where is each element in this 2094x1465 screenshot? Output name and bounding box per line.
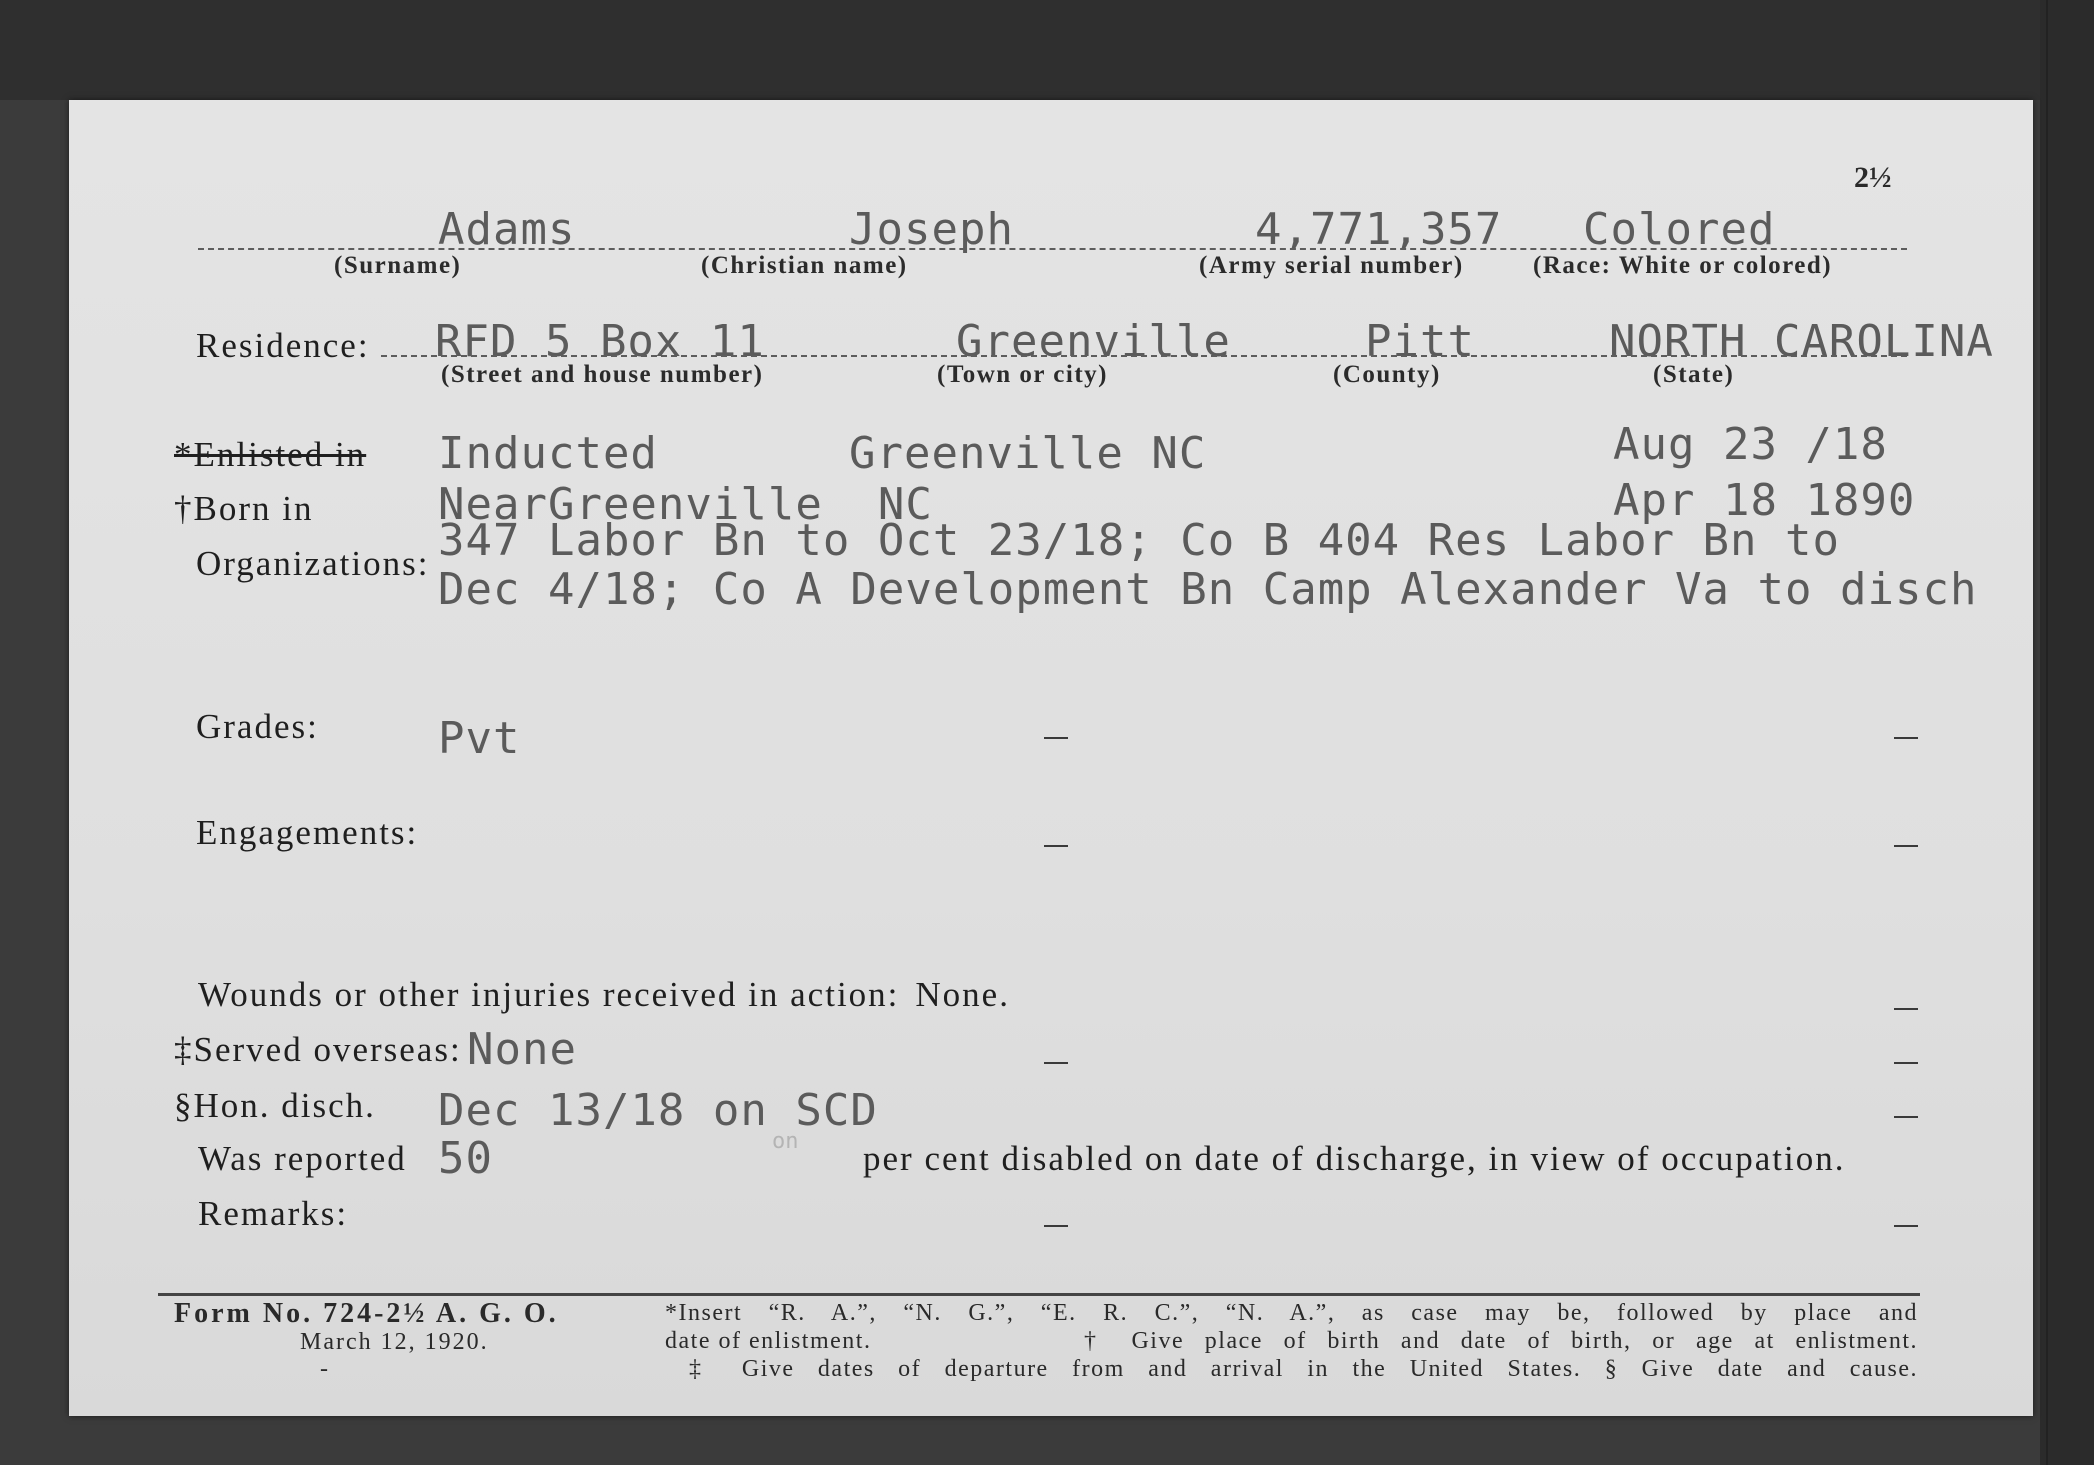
disability-percent-value: 50: [438, 1133, 493, 1184]
christian-name-caption: (Christian name): [701, 252, 908, 279]
hon-disch-dash-mark: [1894, 1116, 1918, 1118]
footnote-born: † Give place of birth and date of birth, or age at enlistment.: [1084, 1328, 1918, 1354]
race-value: Colored: [1583, 204, 1776, 255]
street-caption: (Street and house number): [441, 361, 764, 388]
engagements-dash-mark-right: [1894, 845, 1918, 847]
residence-street-value: RFD 5 Box 11: [435, 316, 765, 367]
engagements-dash-mark: [1044, 845, 1068, 847]
residence-label: Residence:: [196, 326, 370, 365]
enlisted-in-label: *Enlisted in: [174, 435, 367, 474]
wounds-value: None.: [915, 975, 1010, 1014]
enlistment-place-value: Greenville NC: [849, 428, 1207, 479]
was-reported-label: Was reported: [198, 1139, 407, 1178]
residence-town-value: Greenville: [956, 316, 1231, 367]
grades-dash-mark-right: [1894, 737, 1918, 739]
county-caption: (County): [1333, 361, 1441, 388]
surname-caption: (Surname): [334, 252, 462, 279]
name-row-dotted-line: [198, 248, 1907, 250]
organizations-line-1: 347 Labor Bn to Oct 23/18; Co B 404 Res Labor Bn to: [438, 515, 1841, 566]
footer-divider: [158, 1293, 1920, 1296]
residence-state-value: NORTH CAROLINA: [1609, 316, 1994, 367]
wounds-dash-mark: [1894, 1008, 1918, 1010]
served-overseas-dash-mark-right: [1894, 1062, 1918, 1064]
serial-number-value: 4,771,357: [1255, 204, 1503, 255]
form-date: March 12, 1920.: [300, 1329, 489, 1355]
remarks-dash-mark: [1044, 1225, 1068, 1227]
hon-disch-label: §Hon. disch.: [174, 1086, 376, 1125]
service-record-card: [69, 100, 2033, 1416]
enlistment-method-value: Inducted: [438, 428, 658, 479]
footnote-enlisted: *Insert “R. A.”, “N. G.”, “E. R. C.”, “N. A.”, as case may be, followed by place and: [665, 1300, 1918, 1326]
wounds-label: Wounds or other injuries received in action:: [198, 975, 900, 1014]
remarks-label: Remarks:: [198, 1194, 349, 1233]
organizations-label: Organizations:: [196, 544, 430, 583]
corner-number: 2½: [1854, 161, 1892, 194]
served-overseas-label: ‡Served overseas:: [174, 1030, 462, 1069]
hon-disch-value: Dec 13/18 on SCD: [438, 1085, 878, 1136]
grades-dash-mark: [1044, 737, 1068, 739]
residence-county-value: Pitt: [1365, 316, 1475, 367]
served-overseas-dash-mark: [1044, 1062, 1068, 1064]
engagements-label: Engagements:: [196, 813, 419, 852]
served-overseas-value: None: [467, 1024, 577, 1075]
town-caption: (Town or city): [937, 361, 1108, 388]
state-caption: (State): [1653, 361, 1735, 388]
form-number: Form No. 724-2½ A. G. O.: [174, 1298, 559, 1329]
scanner-backdrop-right: [2040, 0, 2094, 1465]
remarks-dash-mark-right: [1894, 1225, 1918, 1227]
grades-label: Grades:: [196, 707, 319, 746]
enlistment-date-value: Aug 23 /18: [1613, 419, 1888, 470]
serial-number-caption: (Army serial number): [1199, 252, 1464, 279]
surname-value: Adams: [438, 204, 576, 255]
disability-statement: per cent disabled on date of discharge, in view of occupation.: [863, 1139, 1846, 1178]
organizations-line-2: Dec 4/18; Co A Development Bn Camp Alexander Va to disch: [438, 564, 1978, 615]
footnote-enlisted-continued: date of enlistment.: [665, 1328, 872, 1354]
scanner-backdrop-top: [0, 0, 2094, 100]
christian-name-value: Joseph: [849, 204, 1014, 255]
hon-disch-marginal-note: on: [772, 1129, 799, 1154]
born-in-label: †Born in: [174, 489, 314, 528]
grades-value: Pvt: [438, 713, 521, 764]
footnote-overseas-and-discharge: ‡ Give dates of departure from and arrival in the United States. § Give date and cause.: [689, 1356, 1918, 1382]
wounds-row: [198, 976, 1010, 1014]
birth-place-value: NearGreenville NC: [438, 479, 933, 530]
form-mark: -: [320, 1356, 330, 1382]
residence-dotted-line: [381, 355, 1907, 357]
scanner-edge-line: [2046, 0, 2048, 1465]
race-caption: (Race: White or colored): [1533, 252, 1833, 279]
birth-date-value: Apr 18 1890: [1613, 475, 1916, 526]
